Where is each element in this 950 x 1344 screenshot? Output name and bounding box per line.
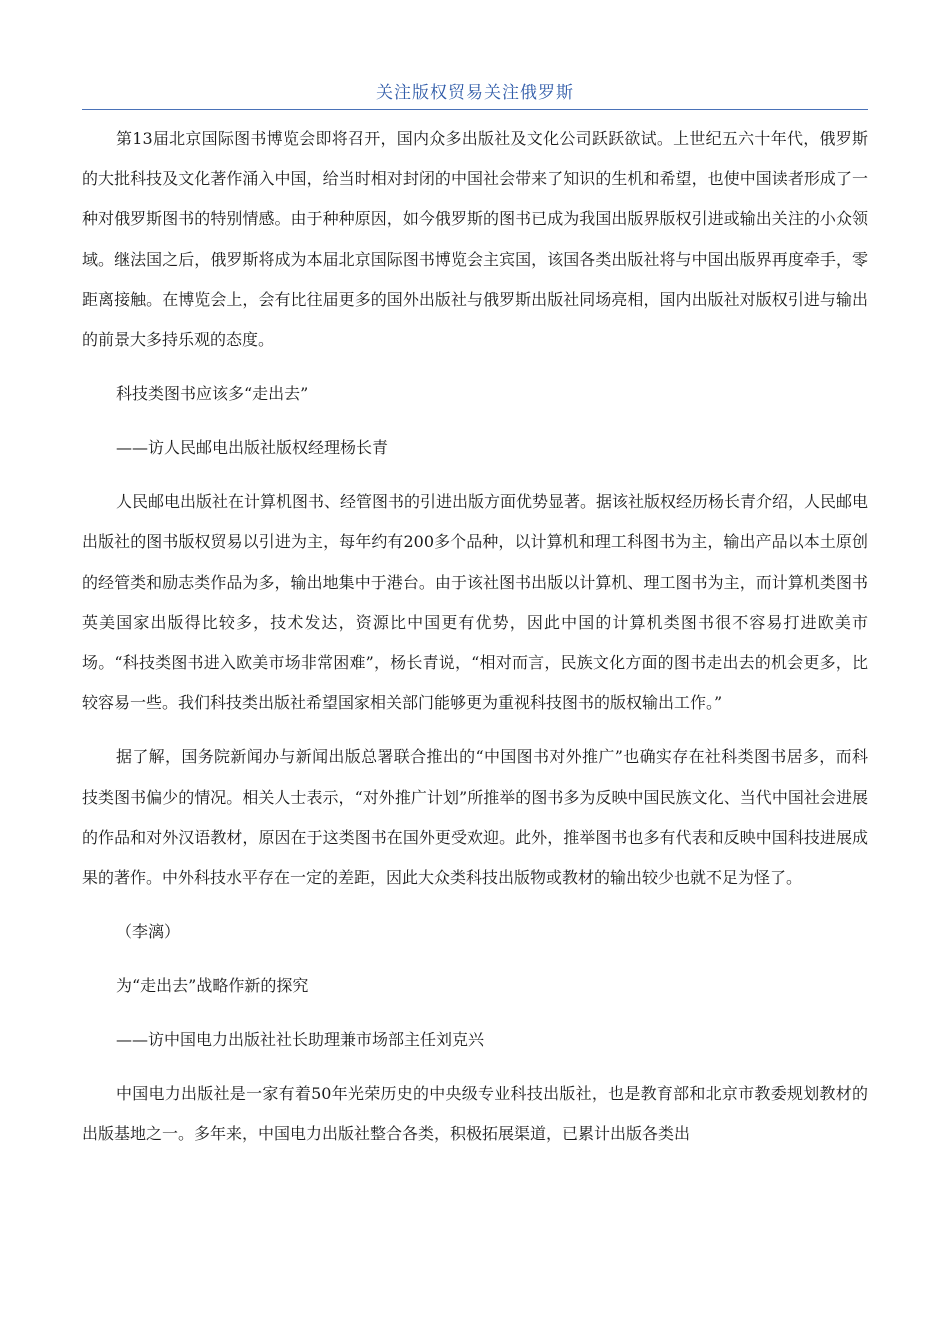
article-body <box>82 119 868 1155</box>
paragraph-posts-telecom: 人民邮电出版社在计算机图书、经管图书的引进出版方面优势显著。据该社版权经历杨长青介绍，人民邮电出版社的图书版权贸易以引进为主，每年约有200多个品种，以计算机和理工科图书为主，输出产品以本土原创的经管类和励志类作品为多，输出地集中于港台。由于该社图书出版以计算机、理工图书为主，而计算机类图书英美国家出版得比较多，技术发达，资源比中国更有优势，因此中国的计算机类图书很不容易打进欧美市场。“科技类图书进入欧美市场非常困难”，杨长青说，“相对而言，民族文化方面的图书走出去的机会更多，比较容易一些。我们科技类出版社希望国家相关部门能够更为重视科技图书的版权输出工作。” <box>82 492 869 713</box>
paragraph-promotion-plan: 据了解，国务院新闻办与新闻出版总署联合推出的“中国图书对外推广”也确实存在社科类图书居多，而科技类图书偏少的情况。相关人士表示，“对外推广计划”所推举的图书多为反映中国民族文化、当代中国社会进展的作品和对外汉语教材，原因在于这类图书在国外更受欢迎。此外，推举图书也多有代表和反映中国科技进展成果的著作。中外科技水平存在一定的差距，因此大众类科技出版物或教材的输出较少也就不足为怪了。 <box>82 747 868 888</box>
page-header <box>82 80 868 106</box>
section-title-tech-books: 科技类图书应该多“走出去” <box>116 384 309 404</box>
author-credit: （李漓） <box>116 922 181 942</box>
paragraph-electric-power-press: 中国电力出版社是一家有着50年光荣历史的中央级专业科技出版社，也是教育部和北京市教委规划教材的出版基地之一。多年来，中国电力出版社整合各类，积极拓展渠道，已累计出版各类出 <box>82 1084 868 1144</box>
header-title: 关注版权贸易关注俄罗斯 <box>376 83 574 103</box>
header-divider <box>82 109 868 110</box>
section-title-going-out: 为“走出去”战略作新的探究 <box>116 976 309 996</box>
paragraph-intro: 第13届北京国际图书博览会即将召开，国内众多出版社及文化公司跃跃欲试。上世纪五六十年代，俄罗斯的大批科技及文化著作涌入中国，给当时相对封闭的中国社会带来了知识的生机和希望，也使中国读者形成了一种对俄罗斯图书的特别情感。由于种种原因，如今俄罗斯的图书已成为我国出版界版权引进或输出关注的小众领域。继法国之后，俄罗斯将成为本届北京国际图书博览会主宾国，该国各类出版社将与中国出版界再度牵手，零距离接触。在博览会上，会有比往届更多的国外出版社与俄罗斯出版社同场亮相，国内出版社对版权引进与输出的前景大多持乐观的态度。 <box>82 129 868 350</box>
section-subtitle-interview-liu: ——访中国电力出版社社长助理兼市场部主任刘克兴 <box>116 1030 485 1050</box>
section-subtitle-interview-yang: ——访人民邮电出版社版权经理杨长青 <box>116 438 389 458</box>
